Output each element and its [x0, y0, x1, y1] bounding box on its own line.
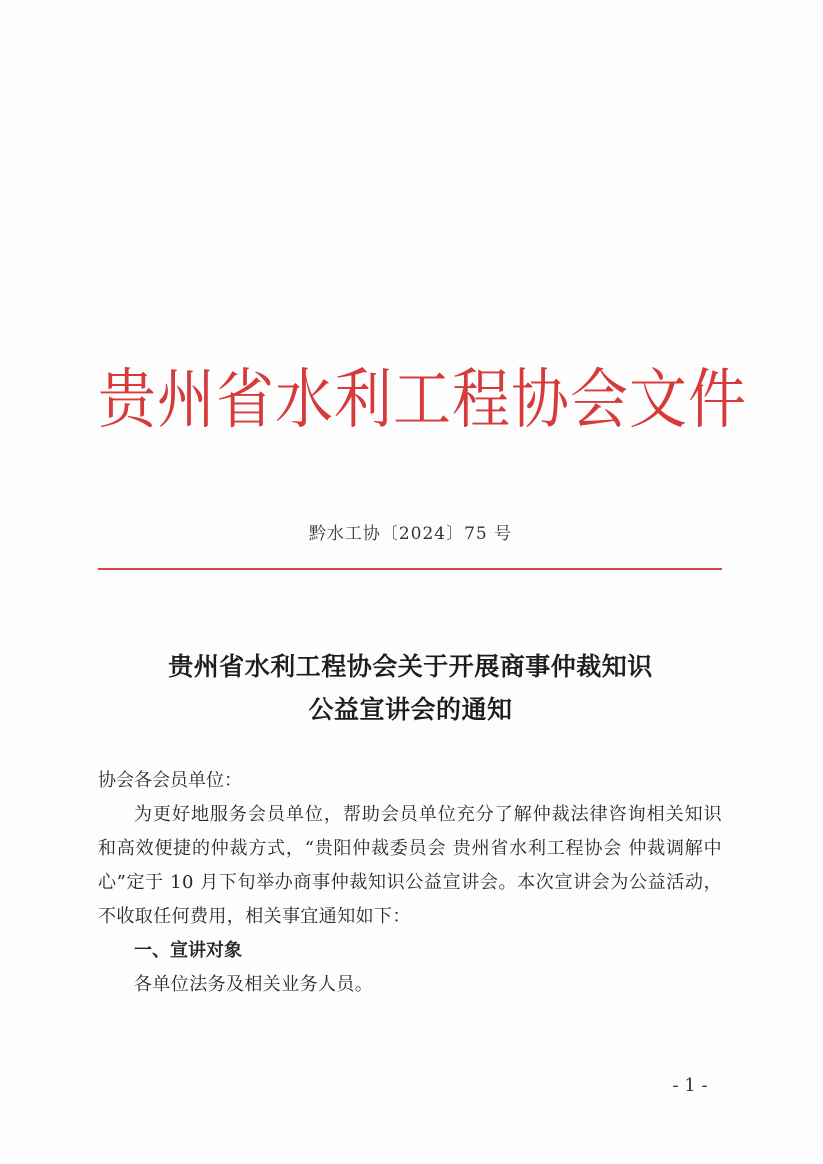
salutation: 协会各会员单位：	[98, 770, 242, 791]
notice-title-line-1: 贵州省水利工程协会关于开展商事仲裁知识	[168, 652, 653, 681]
intro-paragraph: 为更好地服务会员单位，帮助会员单位充分了解仲裁法律咨询相关知识和高效便捷的仲裁方式，“贵阳仲裁委员会 贵州省水利工程协会 仲裁调解中心”定于 10 月下旬举办商事仲裁知识公益宣讲会。本次宣讲会为公益活动，不收取任何费用，相关事宜通知如下：	[98, 804, 722, 927]
section-heading-audience: 一、宣讲对象	[134, 940, 242, 961]
page-number: - 1 -	[672, 1075, 708, 1096]
notice-title-line-2: 公益宣讲会的通知	[308, 695, 513, 724]
red-divider-line	[98, 568, 722, 570]
masthead-title: 贵州省水利工程协会文件	[98, 360, 748, 438]
section-body-audience: 各单位法务及相关业务人员。	[134, 974, 374, 995]
notice-title	[98, 645, 723, 731]
document-number: 黔水工协〔2024〕75 号	[308, 524, 513, 544]
notice-body	[98, 764, 722, 1002]
